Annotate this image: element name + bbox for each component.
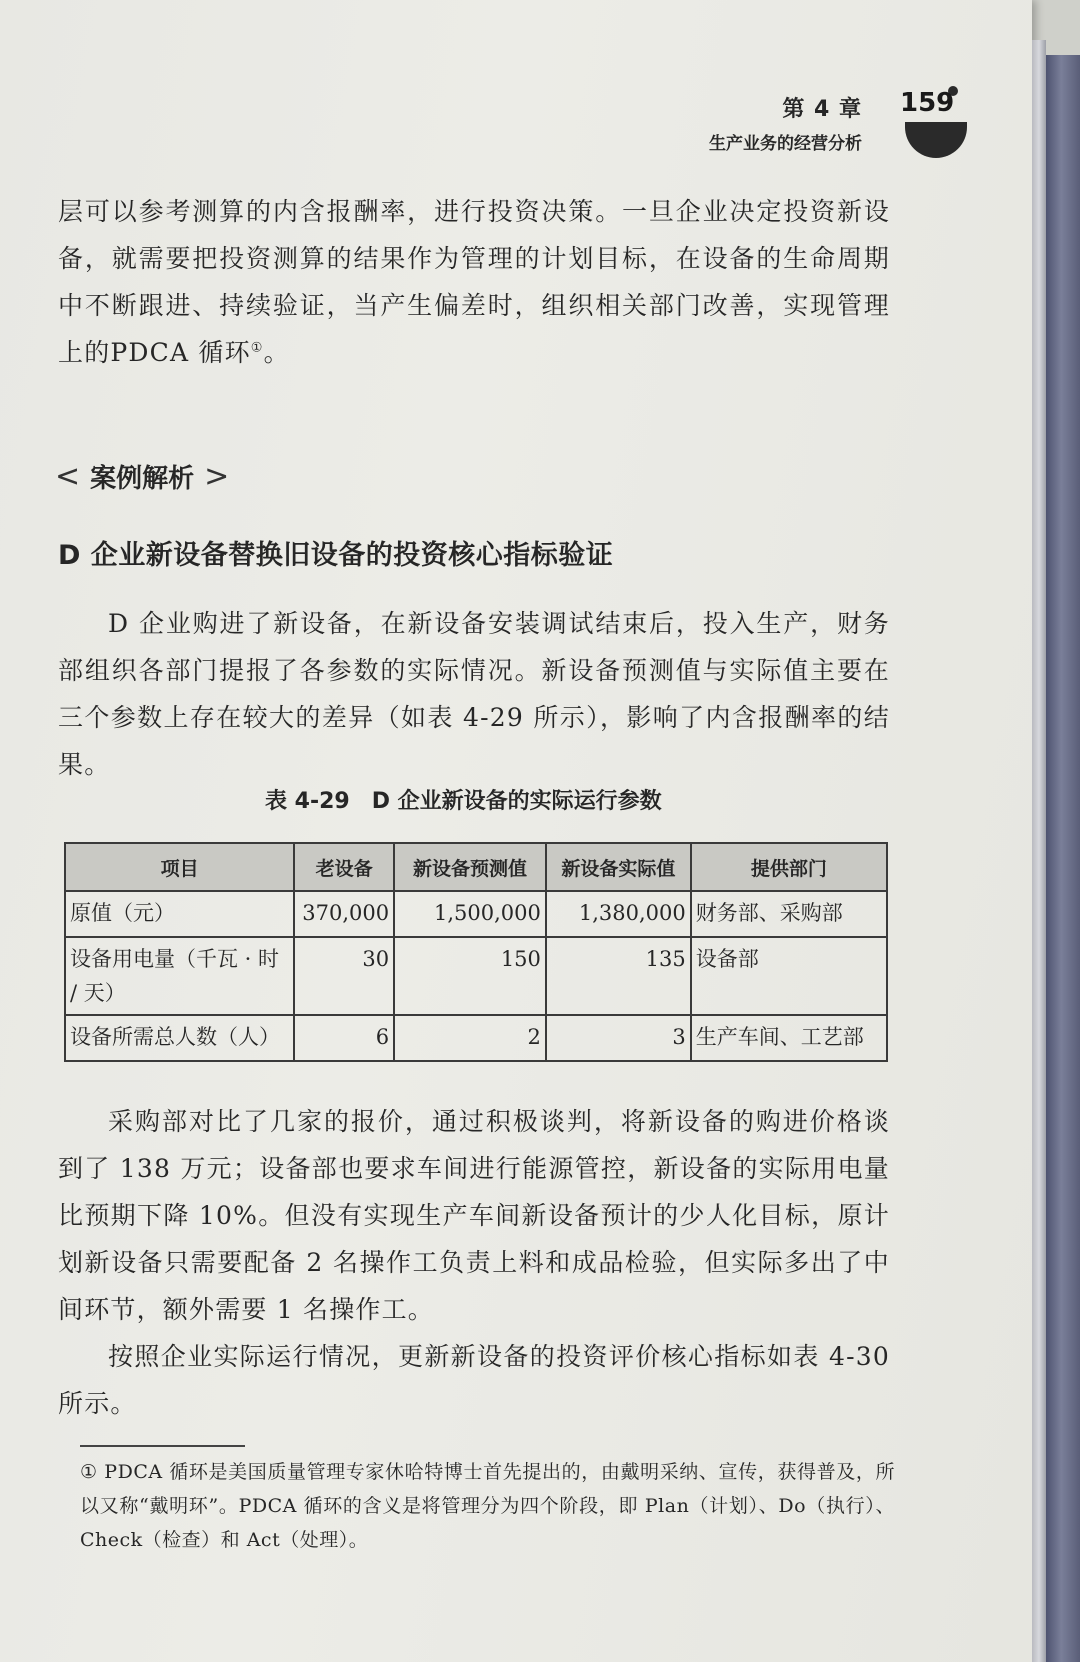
paragraph-3: 采购部对比了几家的报价，通过积极谈判，将新设备的购进价格谈到了 138 万元；设备部也要求车间进行能源管控，新设备的实际用电量比预期下降 10%。但没有实现生产车间新设备预计的少人化目标，原计划新设备只需要配备 2 名操作工负责上料和成品检验，但实际多出了中间环节，额外需要 1 名操作工。 [58,1107,890,1324]
table-cell: 2 [394,1015,546,1061]
page-stack-edge [1032,40,1046,1662]
table-header-cell: 项目 [65,843,294,891]
table-header-cell: 新设备实际值 [546,843,691,891]
table-row [65,937,887,1015]
chapter-label: 第 4 章 [782,97,862,122]
table-cell: 设备用电量（千瓦 · 时 / 天） [65,937,294,1015]
table-cell: 财务部、采购部 [691,891,887,937]
chevron-right-icon: > [204,459,230,494]
chevron-left-icon: < [55,459,81,494]
table-cell: 设备所需总人数（人） [65,1015,294,1061]
table-cell: 370,000 [294,891,394,937]
footnote-divider [80,1445,245,1447]
table-cell: 生产车间、工艺部 [691,1015,887,1061]
table-cell: 1,380,000 [546,891,691,937]
book-cover-edge [1046,55,1080,1662]
paragraph-1-text: 层可以参考测算的内含报酬率，进行投资决策。一旦企业决定投资新设备，就需要把投资测算的结果作为管理的计划目标，在设备的生命周期中不断跟进、持续验证，当产生偏差时，组织相关部门改善，实现管理上的PDCA 循环 [58,197,890,367]
paragraph-4: 按照企业实际运行情况，更新新设备的投资评价核心指标如表 4-30 所示。 [58,1342,890,1418]
table-header-cell: 提供部门 [691,843,887,891]
table-cell: 135 [546,937,691,1015]
chapter-title: 生产业务的经营分析 [709,134,862,154]
table-cell: 30 [294,937,394,1015]
table-header-cell: 新设备预测值 [394,843,546,891]
table-header-row [65,843,887,891]
parameters-table [64,842,888,1062]
footnote-ref: ① [250,340,264,356]
table-caption: 表 4-29 D 企业新设备的实际运行参数 [265,789,662,814]
table-cell: 原值（元） [65,891,294,937]
page-number-decoration [905,122,967,158]
page-number: 159 [900,88,955,118]
table-cell: 150 [394,937,546,1015]
table-cell: 1,500,000 [394,891,546,937]
footnote: ① PDCA 循环是美国质量管理专家休哈特博士首先提出的，由戴明采纳、宣传，获得普及，所以又称“戴明环”。PDCA 循环的含义是将管理分为四个阶段，即 Plan（计划）、Do（执行）、Check（检查）和 Act（处理）。 [80,1461,895,1551]
running-header [709,92,862,154]
table-header-cell: 老设备 [294,843,394,891]
table-row [65,891,887,937]
case-title: D 企业新设备替换旧设备的投资核心指标验证 [58,540,614,571]
paragraph-2: D 企业购进了新设备，在新设备安装调试结束后，投入生产，财务部组织各部门提报了各参数的实际情况。新设备预测值与实际值主要在三个参数上存在较大的差异（如表 4-29 所示），影响了内含报酬率的结果。 [58,609,890,779]
table-cell: 设备部 [691,937,887,1015]
paragraph-1-end: 。 [263,338,290,367]
table-row [65,1015,887,1061]
table-cell: 6 [294,1015,394,1061]
table-cell: 3 [546,1015,691,1061]
case-analysis-label: 案例解析 [90,464,195,494]
case-analysis-tag [55,458,229,495]
paragraph-1 [58,188,890,376]
